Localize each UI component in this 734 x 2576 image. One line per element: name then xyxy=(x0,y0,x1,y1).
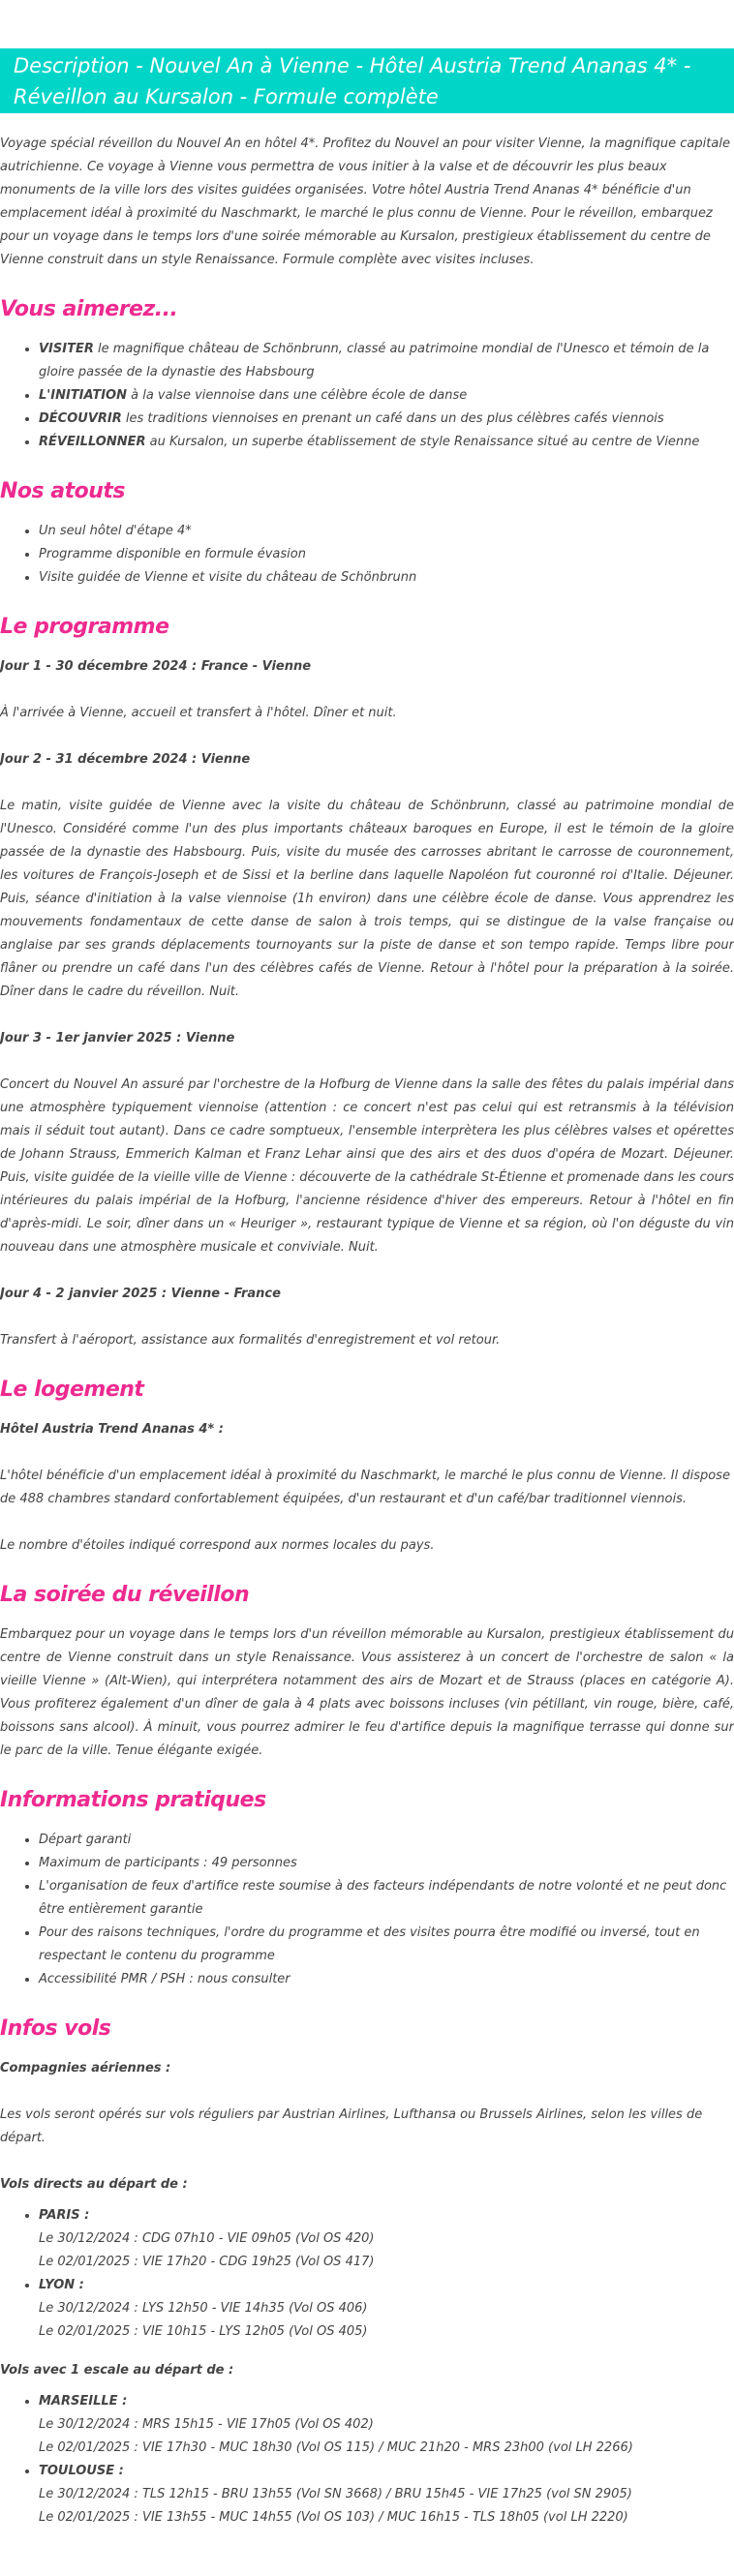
direct-flights-list xyxy=(0,2204,734,2344)
list-item: • Départ garanti xyxy=(39,1829,734,1852)
flight-city: LYON xyxy=(39,2278,76,2292)
day-description: À l'arrivée à Vienne, accueil et transfert à l'hôtel. Dîner et nuit. xyxy=(0,706,397,720)
flight-line: Le 02/01/2025 : VIE 10h15 - LYS 12h05 (Vol OS 405) xyxy=(39,2324,368,2339)
flight-line: Le 02/01/2025 : VIE 17h30 - MUC 18h30 (Vol OS 115) / MUC 21h20 - MRS 23h00 (vol LH 2266) xyxy=(39,2440,633,2455)
flight-line: Le 30/12/2024 : MRS 15h15 - VIE 17h05 (Vol OS 402) xyxy=(39,2417,374,2432)
flight-line: Le 02/01/2025 : VIE 13h55 - MUC 14h55 (Vol OS 103) / MUC 16h15 - TLS 18h05 (vol LH 2220) xyxy=(39,2510,628,2525)
flight-city-item: • TOULOUSE : Le 30/12/2024 : TLS 12h15 - BRU 13h55 (Vol SN 3668) / BRU 15h45 - VIE 17h25 (vol SN 2905) Le 02/01/2025 : VIE 13h55 - MUC 14h55 (Vol OS 103) / MUC 16h15 - TLS 18h05 (vol LH 2220) xyxy=(39,2460,734,2530)
nos-atouts-heading: Nos atouts xyxy=(0,479,126,503)
day-title: Jour 1 - 30 décembre 2024 : France - Vienne xyxy=(0,659,312,674)
vous-aimerez-list xyxy=(0,338,734,454)
list-item: • Visite guidée de Vienne et visite du château de Schönbrunn xyxy=(39,566,734,590)
list-item xyxy=(39,408,734,431)
list-item: • Programme disponible en formule évasion xyxy=(39,543,734,566)
soiree-description: Embarquez pour un voyage dans le temps lors d'un réveillon mémorable au Kursalon, prestigieux établissement du centre de Vienne construit dans un style Renaissance. Vous assisterez à un concert de l'orchestre de salon « la vieille Vienne » (Alt-Wien), qui interprétera notamment des airs de Mozart et de Strauss (places en catégorie A). Vous profiterez également d'un dîner de gala à 4 plats avec boissons incluses (vin pétillant, vin rouge, bière, café, boissons sans alcool). À minuit, vous pourrez admirer le feu d'artifice depuis la magnifique terrasse qui donne sur le parc de la ville. Tenue élégante exigée. xyxy=(0,1627,734,1758)
infos-pratiques-list xyxy=(0,1829,734,1991)
page-title: Description - Nouvel An à Vienne - Hôtel Austria Trend Ananas 4* - Réveillon au Kursalon - Formule complète xyxy=(0,48,734,113)
day-description: Le matin, visite guidée de Vienne avec la visite du château de Schönbrunn, classé au patrimoine mondial de l'Unesco. Considéré comme l'un des plus importants châteaux baroques en Europe, il est le témoin de la gloire passée de la dynastie des Habsbourg. Puis, visite du musée des carrosses abritant le carrosse de couronnement, les voitures de François-Joseph et de Sissi et la berline dans laquelle Napoléon fut couronné roi d'Italie. Déjeuner. Puis, séance d'initiation à la valse viennoise (1h environ) dans une célèbre école de danse. Vous apprendrez les mouvements fondamentaux de cette danse de salon à trois temps, qui se distingue de la valse française ou anglaise par ses grands déplacements tournoyants sur la piste de danse et son tempo rapide. Temps libre pour flâner ou prendre un café dans l'un des célèbres cafés de Vienne. Retour à l'hôtel pour la préparation à la soirée. Dîner dans le cadre du réveillon. Nuit. xyxy=(0,799,734,999)
item-text: à la valse viennoise dans une célèbre école de danse xyxy=(126,388,468,403)
flight-city: MARSEILLE xyxy=(39,2394,118,2409)
stars-note: Le nombre d'étoiles indiqué correspond aux normes locales du pays. xyxy=(0,1538,435,1553)
infos-pratiques-heading: Informations pratiques xyxy=(0,1788,266,1812)
flight-city: TOULOUSE xyxy=(39,2464,115,2478)
day-title: Jour 2 - 31 décembre 2024 : Vienne xyxy=(0,752,251,767)
programme-heading: Le programme xyxy=(0,615,169,639)
item-keyword: L'INITIATION xyxy=(39,388,127,403)
day-title: Jour 3 - 1er janvier 2025 : Vienne xyxy=(0,1031,235,1046)
list-item xyxy=(39,338,734,384)
flight-city-item: • MARSEILLE : Le 30/12/2024 : MRS 15h15 - VIE 17h05 (Vol OS 402) Le 02/01/2025 : VIE 17h30 - MUC 18h30 (Vol OS 115) / MUC 21h20 - MRS 23h00 (vol LH 2266) xyxy=(39,2390,734,2460)
nos-atouts-list xyxy=(0,520,734,590)
flight-line: Le 02/01/2025 : VIE 17h20 - CDG 19h25 (Vol OS 417) xyxy=(39,2255,375,2269)
logement-heading: Le logement xyxy=(0,1378,144,1402)
item-keyword: RÉVEILLONNER xyxy=(39,435,146,449)
item-text: le magnifique château de Schönbrunn, classé au patrimoine mondial de l'Unesco et témoin de la gloire passée de la dynastie des Habsbourg xyxy=(39,342,710,379)
day-description: Transfert à l'aéroport, assistance aux formalités d'enregistrement et vol retour. xyxy=(0,1333,501,1348)
item-text: au Kursalon, un superbe établissement de style Renaissance situé au centre de Vienne xyxy=(145,435,700,449)
flight-line: Le 30/12/2024 : CDG 07h10 - VIE 09h05 (Vol OS 420) xyxy=(39,2231,375,2246)
flight-city: PARIS xyxy=(39,2208,80,2223)
day-title: Jour 4 - 2 janvier 2025 : Vienne - France xyxy=(0,1287,281,1301)
hotel-name: Hôtel Austria Trend Ananas 4* : xyxy=(0,1422,224,1437)
item-keyword: VISITER xyxy=(39,342,94,356)
list-item: • Maximum de participants : 49 personnes xyxy=(39,1852,734,1875)
list-item: • L'organisation de feux d'artifice reste soumise à des facteurs indépendants de notre volonté et ne peut donc être entièrement garantie xyxy=(39,1875,734,1922)
vous-aimerez-heading: Vous aimerez... xyxy=(0,297,178,321)
list-item: • Un seul hôtel d'étape 4* xyxy=(39,520,734,543)
list-item xyxy=(39,384,734,408)
intro-paragraph: Voyage spécial réveillon du Nouvel An en hôtel 4*. Profitez du Nouvel an pour visiter Vienne, la magnifique capitale autrichienne. Ce voyage à Vienne vous permettra de vous initier à la valse et de découvrir les plus beaux monuments de la ville lors des visites guidées organisées. Votre hôtel Austria Trend Ananas 4* bénéficie d'un emplacement idéal à proximité du Naschmarkt, le marché le plus connu de Vienne. Pour le réveillon, embarquez pour un voyage dans le temps lors d'une soirée mémorable au Kursalon, prestigieux établissement du centre de Vienne construit dans un style Renaissance. Formule complète avec visites incluses. xyxy=(0,136,730,267)
item-keyword: DÉCOUVRIR xyxy=(39,411,122,426)
flight-city-item: • PARIS : Le 30/12/2024 : CDG 07h10 - VIE 09h05 (Vol OS 420) Le 02/01/2025 : VIE 17h20 - CDG 19h25 (Vol OS 417) xyxy=(39,2204,734,2274)
direct-flights-title: Vols directs au départ de : xyxy=(0,2177,188,2192)
hotel-description: L'hôtel bénéficie d'un emplacement idéal à proximité du Naschmarkt, le marché le plus connu de Vienne. Il dispose de 488 chambres standard confortablement équipées, d'un restaurant et d'un café/bar traditionnel viennois. xyxy=(0,1469,730,1506)
companies-title: Compagnies aériennes : xyxy=(0,2061,171,2076)
flight-city-item: • LYON : Le 30/12/2024 : LYS 12h50 - VIE 14h35 (Vol OS 406) Le 02/01/2025 : VIE 10h15 - LYS 12h05 (Vol OS 405) xyxy=(39,2274,734,2344)
companies-text: Les vols seront opérés sur vols réguliers par Austrian Airlines, Lufthansa ou Brussels Airlines, selon les villes de départ. xyxy=(0,2107,703,2145)
day-description: Concert du Nouvel An assuré par l'orchestre de la Hofburg de Vienne dans la salle des fêtes du palais impérial dans une atmosphère typiquement viennoise (attention : ce concert n'est pas celui qui est retransmis à la télévision mais il séduit tout autant). Dans ce cadre somptueux, l'ensemble interprètera les plus célèbres valses et opérettes de Johann Strauss, Emmerich Kalman et Franz Lehar ainsi que des airs et des duos d'opéra de Mozart. Déjeuner. Puis, visite guidée de la vieille ville de Vienne : découverte de la cathédrale St-Étienne et promenade dans les cours intérieures du palais impérial de la Hofburg, l'ancienne résidence d'hiver des empereurs. Retour à l'hôtel en fin d'après-midi. Le soir, dîner dans un « Heuriger », restaurant typique de Vienne et sa région, où l'on déguste du vin nouveau dans une atmosphère musicale et conviviale. Nuit. xyxy=(0,1077,734,1255)
escale-flights-title: Vols avec 1 escale au départ de : xyxy=(0,2363,234,2378)
flight-line: Le 30/12/2024 : TLS 12h15 - BRU 13h55 (Vol SN 3668) / BRU 15h45 - VIE 17h25 (vol SN 2905) xyxy=(39,2487,632,2501)
escale-flights-list xyxy=(0,2390,734,2530)
list-item: • Pour des raisons techniques, l'ordre du programme et des visites pourra être modifié ou inversé, tout en respectant le contenu du programme xyxy=(39,1922,734,1968)
list-item: • Accessibilité PMR / PSH : nous consulter xyxy=(39,1968,734,1991)
infos-vols-heading: Infos vols xyxy=(0,2016,111,2041)
soiree-heading: La soirée du réveillon xyxy=(0,1583,250,1607)
list-item xyxy=(39,431,734,454)
item-text: les traditions viennoises en prenant un café dans un des plus célèbres cafés viennois xyxy=(121,411,664,426)
flight-line: Le 30/12/2024 : LYS 12h50 - VIE 14h35 (Vol OS 406) xyxy=(39,2301,368,2316)
